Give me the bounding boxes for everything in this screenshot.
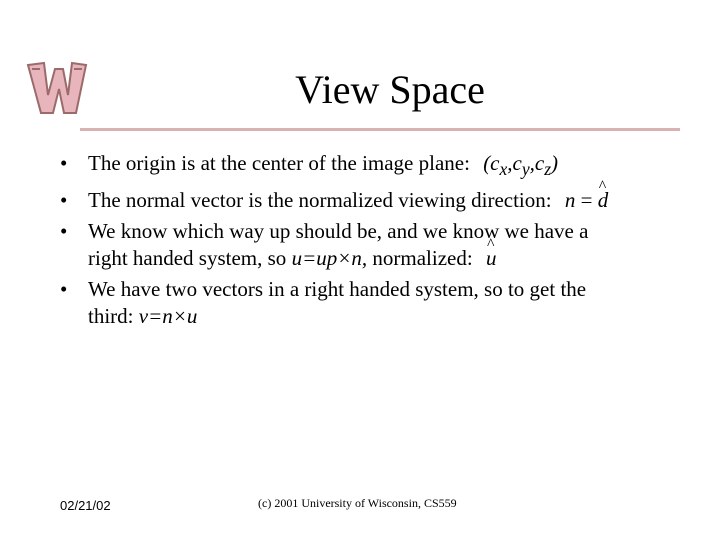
bullet-dot: •	[60, 188, 68, 213]
bullet-dot: •	[60, 277, 68, 302]
bullet-item-origin: • The origin is at the center of the image plane: $(c_x,c_y,c_z)$	[60, 151, 559, 180]
bullet-dot: •	[60, 219, 68, 244]
footer-date: 02/21/02	[60, 498, 111, 513]
bullet-item-normal: • The normal vector is the normalized viewing direction: n = ^ d	[60, 187, 700, 214]
footer-copyright: (c) 2001 University of Wisconsin, CS559	[258, 496, 457, 510]
normal-formula: n = ^ d	[565, 188, 608, 212]
bullet-dot: •	[60, 151, 68, 175]
logo-w-shape	[28, 63, 86, 113]
bullet-list	[60, 150, 700, 334]
university-logo	[22, 55, 92, 125]
v-formula: v=n×u	[138, 304, 198, 329]
title-divider	[80, 128, 680, 131]
up-formula: u=up×n,	[291, 246, 368, 271]
slide-title: View Space	[295, 67, 485, 112]
bullet-item-third: • We have two vectors in a right handed system, so to get the third: v=n×u	[60, 277, 587, 329]
u-hat: ^ u	[486, 245, 497, 272]
bullet-item-up: • We know which way up should be, and we know we have a right handed system, so u=up×n, normalized: ^ u	[60, 218, 700, 272]
origin-formula: $(c_x,c_y,c_z)$	[483, 151, 559, 180]
